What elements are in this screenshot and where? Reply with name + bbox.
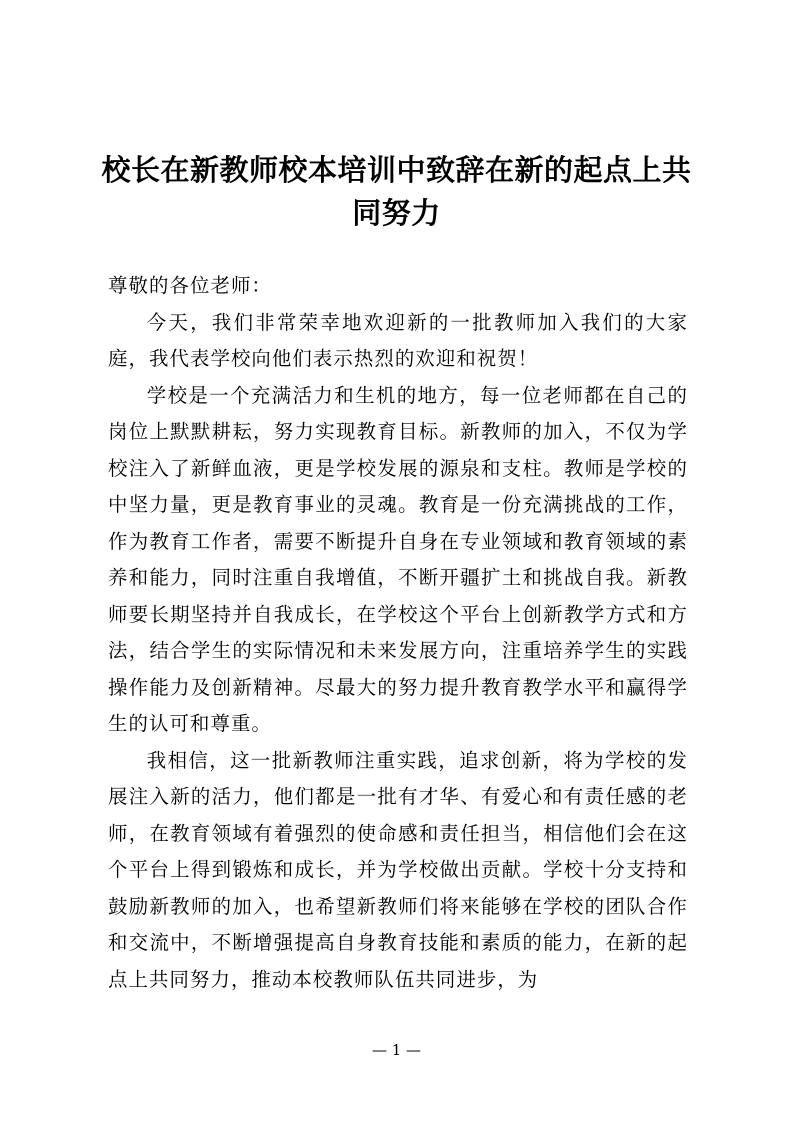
document-title: 校长在新教师校本培训中致辞在新的起点上共同努力 [101,153,692,230]
page-number: — 1 — [371,1041,422,1059]
paragraph-school-development: 学校是一个充满活力和生机的地方，每一位老师都在自己的岗位上默默耕耘，努力实现教育目标。新教师的加入，不仅为学校注入了新鲜血液，更是学校发展的源泉和支柱。教师是学校的中坚力量，更是教育事业的灵魂。教育是一份充满挑战的工作，作为教育工作者，需要不断提升自身在专业领域和教育领域的素养和能力，同时注重自我增值，不断开疆扩土和挑战自我。新教师要长期坚持并自我成长，在学校这个平台上创新教学方式和方法，结合学生的实际情况和未来发展方向，注重培养学生的实践操作能力及创新精神。尽最大的努力提升教育教学水平和赢得学生的认可和尊重。 [108,383,688,735]
salutation: 尊敬的各位老师： [108,274,272,297]
paragraph-welcome: 今天，我们非常荣幸地欢迎新的一批教师加入我们的大家庭，我代表学校向他们表示热烈的欢迎和祝贺！ [108,310,688,370]
paragraph-confidence: 我相信，这一批新教师注重实践，追求创新，将为学校的发展注入新的活力，他们都是一批有才华、有爱心和有责任感的老师，在教育领域有着强烈的使命感和责任担当，相信他们会在这个平台上得到锻炼和成长，并为学校做出贡献。学校十分支持和鼓励新教师的加入，也希望新教师们将来能够在学校的团队合作和交流中，不断增强提高自身教育技能和素质的能力，在新的起点上共同努力，推动本校教师队伍共同进步，为 [108,748,688,991]
document-body [108,268,688,998]
